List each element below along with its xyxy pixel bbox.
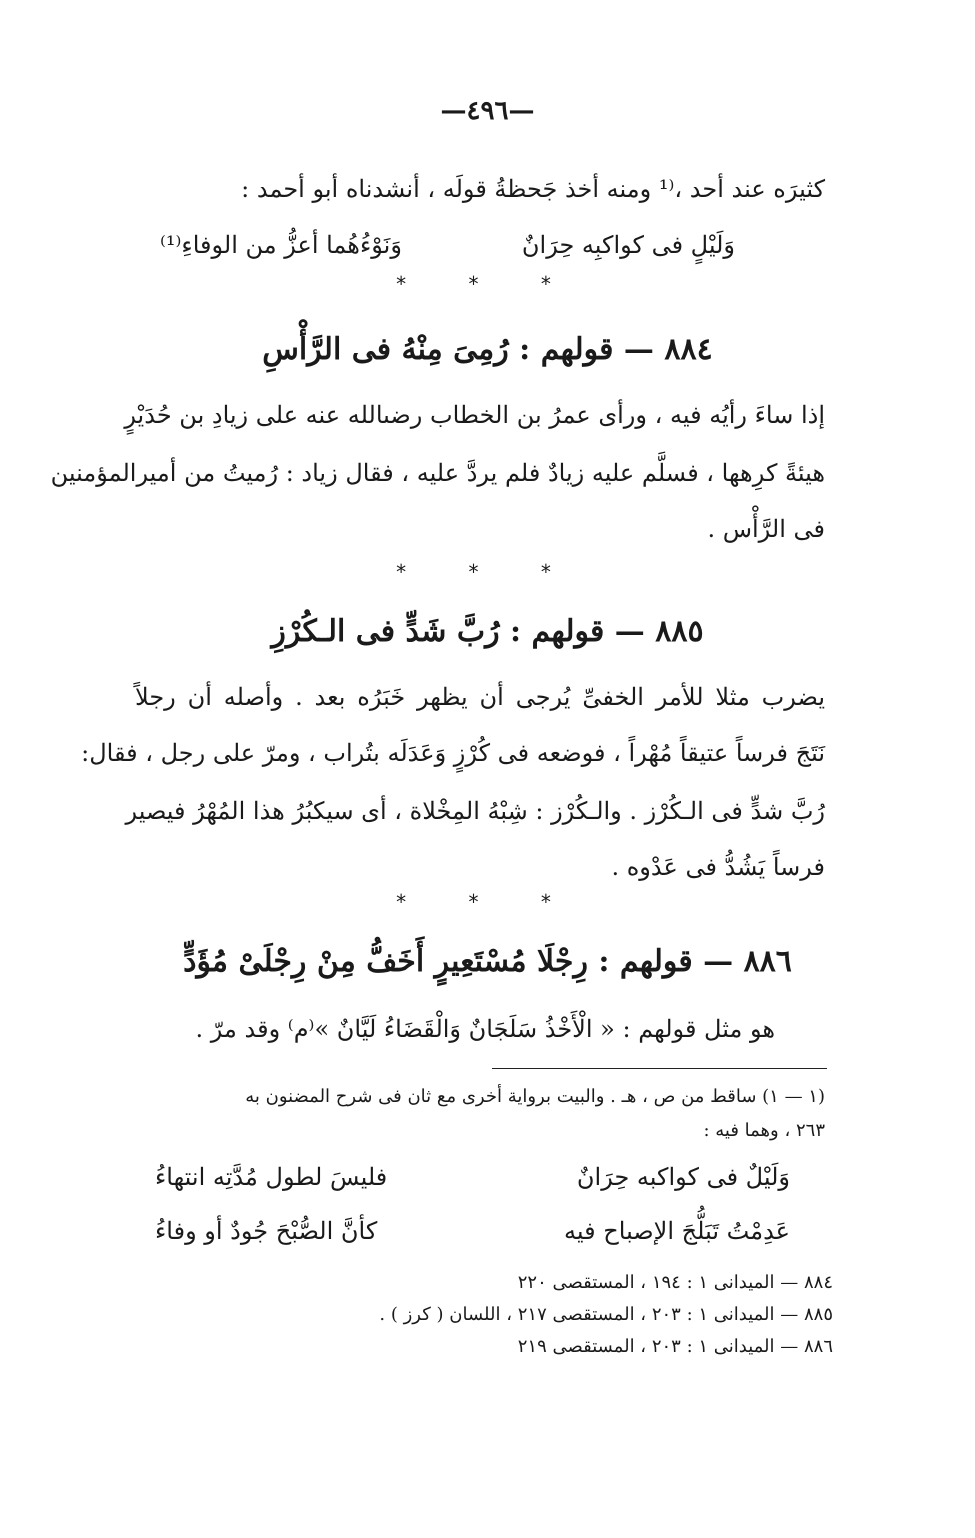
entry-884-line: إذا ساءَ رأيُه فيه ، ورأى عمرُ بن الخطاب رضىالله عنه على زيادِ بن حُدَيْرٍ xyxy=(124,401,825,429)
footnote-line: (١ — ١) ساقط من ص ، هـ . والبيت برواية أخرى مع ثان فى شرح المضنون به xyxy=(245,1086,825,1107)
entry-885-line: فرساً يَشُدُّ فى عَدْوه . xyxy=(611,853,825,881)
verse-hemistich-first: وَلَيْلٍ فى كواكبِه حِرَانٌ xyxy=(521,231,735,259)
entry-885-heading: ٨٨٥ — قولهم : رُبَّ شَدٍّ فى الـكُرْزِ xyxy=(271,614,704,649)
entry-885-line: رُبَّ شدٍّ فى الـكُرْز . والـكُرْز : شِبْهُ المِخْلاة ، أى سيكبُرُ هذا المُهْرُ فيصير xyxy=(125,797,825,825)
intro-verse xyxy=(160,228,735,262)
entry-884-line: هيئةً كرِهها ، فسلَّم عليه زيادٌ فلم يردَّ عليه ، فقال زياد : رُميتُ من أميرالمؤمنين xyxy=(50,459,825,487)
source-reference: ٨٨٦ — الميدانى ١ : ٢٠٣ ، المستقصى ٢١٩ xyxy=(517,1336,833,1357)
verse-hemistich-second: كأنَّ الصُّبْحَ جُودٌ أو وفاءُ xyxy=(155,1217,378,1245)
verse-hemistich-first: وَلَيْلٌ فى كواكبه حِرَانٌ xyxy=(576,1163,790,1191)
footnote-line: ٢٦٣ ، وهما فيه : xyxy=(703,1120,825,1141)
entry-885-line: نَتَجَ فرساً عتيقاً مُهْراً ، فوضعه فى كُرْزٍ وَعَدَلَه بتُراب ، ومرّ على رجل ، فقال: xyxy=(81,739,825,767)
entry-886-heading: ٨٨٦ — قولهم : رِجْلَا مُسْتَعِيرٍ أَخَفُّ مِنْ رِجْلَىْ مُؤَدٍّ xyxy=(183,944,792,979)
entry-886-line: هو مثل قولهم : « الْأَخْذُ سَلَجَانٌ وَالْقَضَاءُ لَيَّانٌ »⁽م⁾ وقد مرّ . xyxy=(195,1015,775,1043)
footnote-divider xyxy=(492,1068,827,1069)
page-number: —٤٩٦— xyxy=(440,96,535,126)
section-separator: * * * xyxy=(396,560,579,584)
entry-884-line: فى الرَّأْس . xyxy=(707,515,825,543)
source-reference: ٨٨٤ — الميدانى ١ : ١٩٤ ، المستقصى ٢٢٠ xyxy=(517,1272,833,1293)
section-separator: * * * xyxy=(396,272,579,296)
footnote-verse xyxy=(155,1160,790,1194)
intro-line: كثيرَه عند أحد ،⁽¹ ومنه أخذ جَحظةُ قولَه ، أنشدناه أبو أحمد : xyxy=(241,175,825,203)
section-separator: * * * xyxy=(396,890,579,914)
verse-hemistich-second: فليسَ لطول مُدَّتِه انتهاءُ xyxy=(155,1163,388,1191)
footnote-verse xyxy=(155,1214,790,1248)
verse-hemistich-second: وَنَوْءُهُما أعزُّ من الوفاءِ⁽¹⁾ xyxy=(160,231,402,259)
source-reference: ٨٨٥ — الميدانى ١ : ٢٠٣ ، المستقصى ٢١٧ ، اللسان ( كرز ) . xyxy=(379,1304,833,1325)
verse-hemistich-first: عَدِمْتُ تَبَلُّجَ الإصباح فيه xyxy=(564,1217,790,1245)
entry-885-line: يضرب مثلا للأمر الخفىِّ يُرجى أن يظهر خَبَرُه بعد . وأصله أن رجلاً xyxy=(135,683,825,711)
entry-884-heading: ٨٨٤ — قولهم : رُمِىَ مِنْهُ فى الرَّأْسِ xyxy=(262,332,713,367)
